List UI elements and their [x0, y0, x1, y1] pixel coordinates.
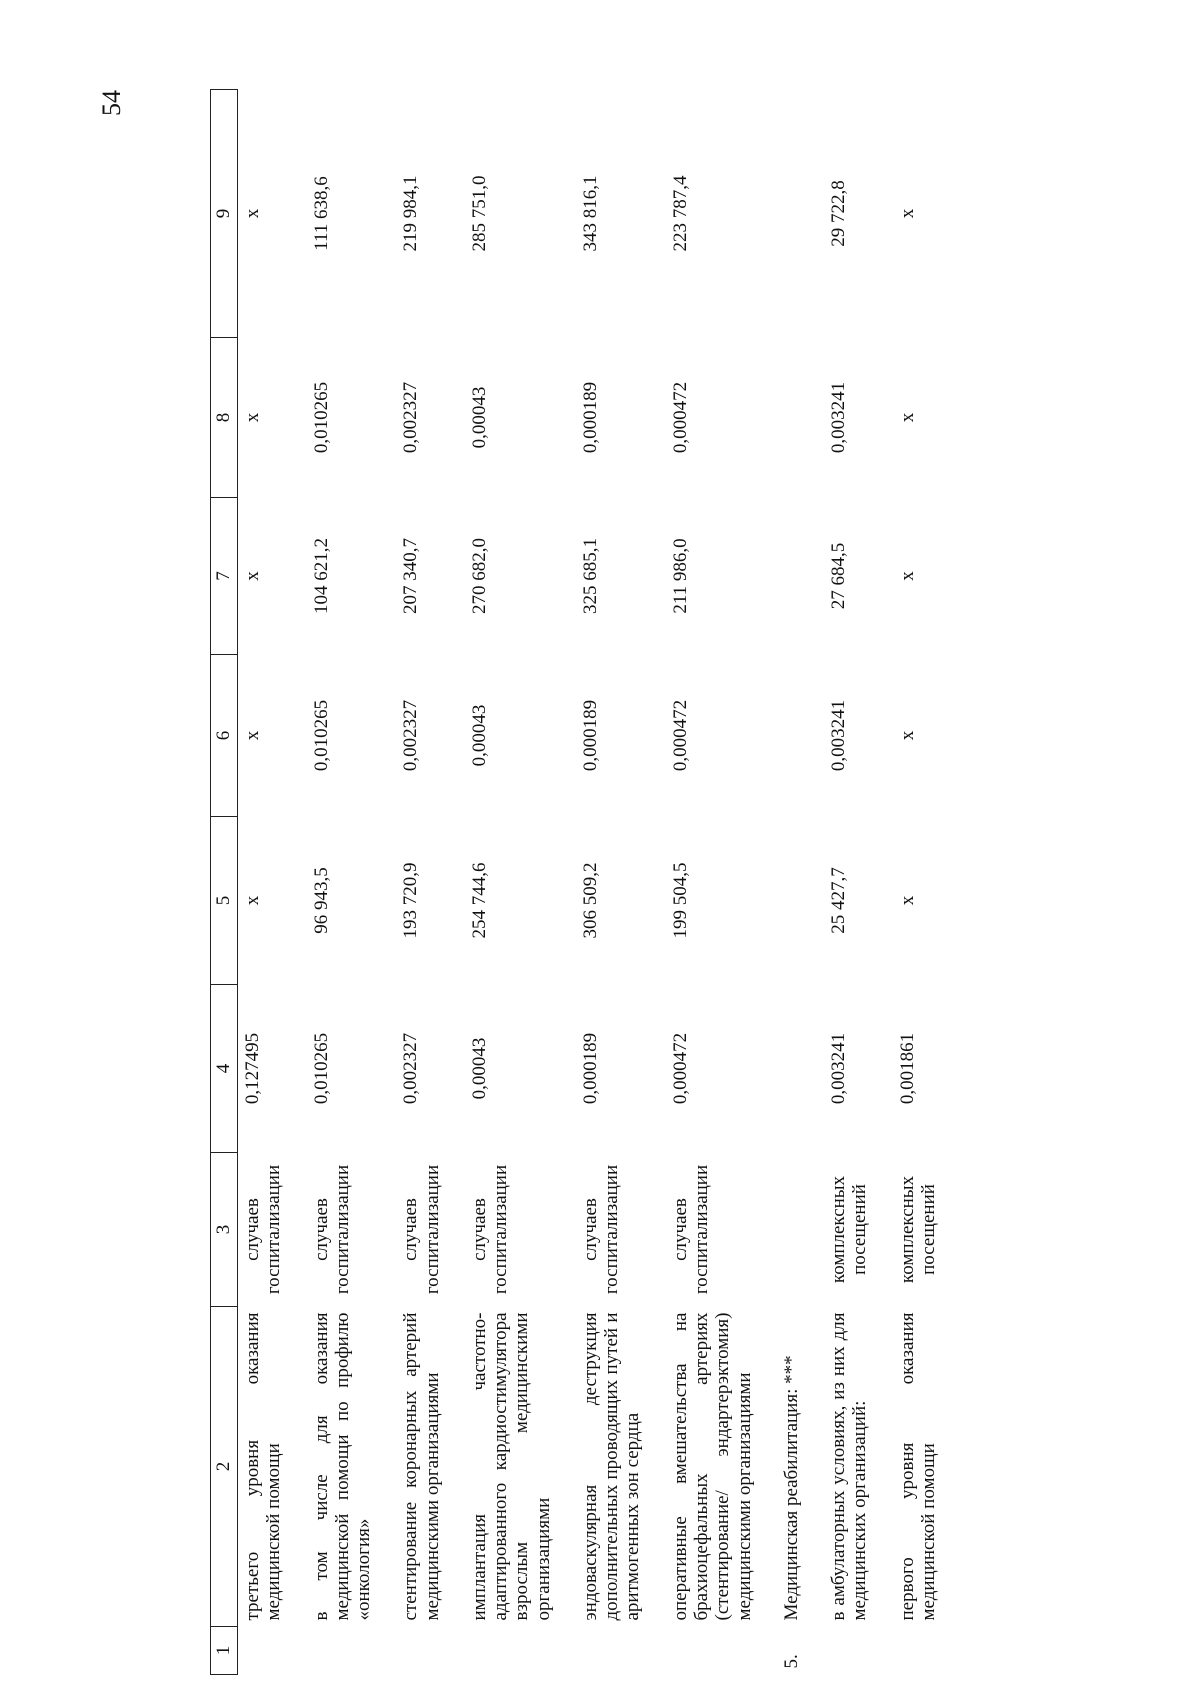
page-number: 54 — [97, 90, 126, 116]
table-row — [238, 90, 307, 1675]
row-col-8: x — [242, 412, 263, 423]
row-col-6: 0,002327 — [400, 699, 422, 772]
row-col-9: 111 638,6 — [310, 176, 332, 251]
row-unit: случаев госпитализации — [242, 1164, 285, 1295]
row-col-8: x — [896, 412, 918, 423]
table-row — [777, 90, 824, 1675]
row-col-8 — [777, 338, 824, 498]
row-number — [238, 1627, 307, 1675]
row-col-4 — [777, 985, 824, 1153]
row-col-8: 0,003241 — [828, 381, 850, 454]
row-unit: случаев госпитализации — [669, 1164, 712, 1295]
row-col-7: 27 684,5 — [828, 542, 850, 610]
row-description: в амбулаторных условиях, из них для медицинских организаций: — [828, 1312, 871, 1621]
row-col-9: 29 722,8 — [828, 180, 850, 247]
row-unit — [777, 1153, 824, 1307]
row-col-9 — [777, 90, 824, 338]
table-row — [824, 90, 893, 1675]
table-row — [307, 90, 397, 1675]
row-col-4: 0,002327 — [400, 1032, 422, 1105]
header-col-5: 5 — [211, 817, 238, 985]
row-col-4: 0,00043 — [468, 1037, 490, 1100]
row-col-7: x — [242, 571, 263, 581]
row-col-5: x — [896, 895, 918, 906]
row-col-7: x — [896, 571, 918, 581]
header-col-9: 9 — [211, 90, 238, 338]
row-col-8: 0,010265 — [310, 381, 332, 454]
row-description: оперативные вмешательства на брахиоцефальных артериях (стентирование/ эндартерэктомия) медицинскими организациями — [669, 1312, 755, 1621]
row-col-8: 0,000472 — [669, 381, 691, 454]
row-col-8: 0,002327 — [400, 381, 422, 454]
row-description: третьего уровня оказания медицинской помощи — [242, 1312, 285, 1621]
header-col-4: 4 — [211, 985, 238, 1153]
row-col-5 — [777, 817, 824, 985]
row-col-9: 343 816,1 — [579, 175, 601, 252]
row-number — [893, 1627, 962, 1675]
row-description: имплантация частотно-адаптированного кардиостимулятора взрослым медицинскими организациями — [468, 1312, 554, 1621]
header-col-8: 8 — [211, 338, 238, 498]
row-col-6: 0,010265 — [310, 699, 332, 772]
row-col-4: 0,010265 — [310, 1032, 332, 1105]
row-col-4: 0,000189 — [579, 1032, 601, 1105]
row-col-7: 104 621,2 — [310, 538, 332, 614]
row-col-5: x — [242, 895, 263, 906]
row-unit: комплексных посещений — [828, 1175, 871, 1284]
row-col-5: 193 720,9 — [400, 862, 422, 939]
row-number — [666, 1627, 777, 1675]
row-col-7: 207 340,7 — [400, 538, 422, 614]
row-unit: случаев госпитализации — [468, 1164, 512, 1295]
row-col-7: 211 986,0 — [669, 538, 691, 614]
row-number — [465, 1627, 576, 1675]
row-col-6: 0,00043 — [468, 704, 490, 767]
row-col-6 — [777, 655, 824, 817]
row-col-9: x — [896, 208, 918, 219]
row-col-9: 219 984,1 — [400, 175, 422, 252]
table-row — [666, 90, 777, 1675]
row-unit: случаев госпитализации — [400, 1164, 443, 1295]
data-table — [210, 89, 961, 1675]
row-col-5: 25 427,7 — [828, 867, 850, 934]
row-description: Медицинская реабилитация: *** — [780, 1355, 802, 1621]
row-number — [307, 1627, 397, 1675]
row-unit: случаев госпитализации — [310, 1164, 353, 1295]
row-col-9: 285 751,0 — [468, 175, 490, 252]
row-col-5: 96 943,5 — [310, 867, 332, 934]
row-unit: случаев госпитализации — [579, 1164, 623, 1295]
header-col-1: 1 — [211, 1627, 238, 1675]
row-number — [396, 1627, 465, 1675]
row-col-6: 0,000189 — [579, 699, 601, 772]
row-description: в том числе для оказания медицинской помощи по профилю «онкология» — [310, 1312, 375, 1621]
row-col-6: 0,003241 — [828, 699, 850, 772]
row-col-7: 325 685,1 — [579, 538, 601, 614]
row-col-6: x — [242, 730, 263, 741]
row-description: эндоваскулярная деструкция дополнительных проводящих путей и аритмогенных зон сердца — [579, 1312, 644, 1621]
row-number: 5. — [780, 1654, 802, 1669]
table-header-row — [211, 90, 238, 1675]
header-col-6: 6 — [211, 655, 238, 817]
table-row — [576, 90, 666, 1675]
row-unit: комплексных посещений — [896, 1175, 939, 1284]
table-row — [893, 90, 962, 1675]
row-col-9: x — [242, 208, 263, 219]
row-col-6: x — [896, 730, 918, 741]
row-description: первого уровня оказания медицинской помощи — [896, 1312, 939, 1621]
row-col-5: 306 509,2 — [579, 862, 601, 939]
row-col-7 — [777, 498, 824, 655]
rotated-page — [210, 90, 1200, 1675]
header-col-3: 3 — [211, 1153, 238, 1307]
row-col-4: 0,003241 — [828, 1032, 850, 1105]
row-col-8: 0,000189 — [579, 381, 601, 454]
row-col-9: 223 787,4 — [669, 175, 691, 252]
table-row — [396, 90, 465, 1675]
row-number — [824, 1627, 893, 1675]
header-col-2: 2 — [211, 1307, 238, 1627]
row-number — [576, 1627, 666, 1675]
row-description: стентирование коронарных артерий медицинскими организациями — [400, 1312, 443, 1621]
row-col-4: 0,001861 — [896, 1032, 918, 1105]
header-col-7: 7 — [211, 498, 238, 655]
row-col-7: 270 682,0 — [468, 538, 490, 614]
row-col-5: 254 744,6 — [468, 862, 490, 939]
table-row — [465, 90, 576, 1675]
row-col-6: 0,000472 — [669, 699, 691, 772]
row-col-4: 0,127495 — [242, 1032, 263, 1105]
row-col-4: 0,000472 — [669, 1032, 691, 1105]
row-col-5: 199 504,5 — [669, 862, 691, 939]
row-col-8: 0,00043 — [468, 386, 490, 449]
